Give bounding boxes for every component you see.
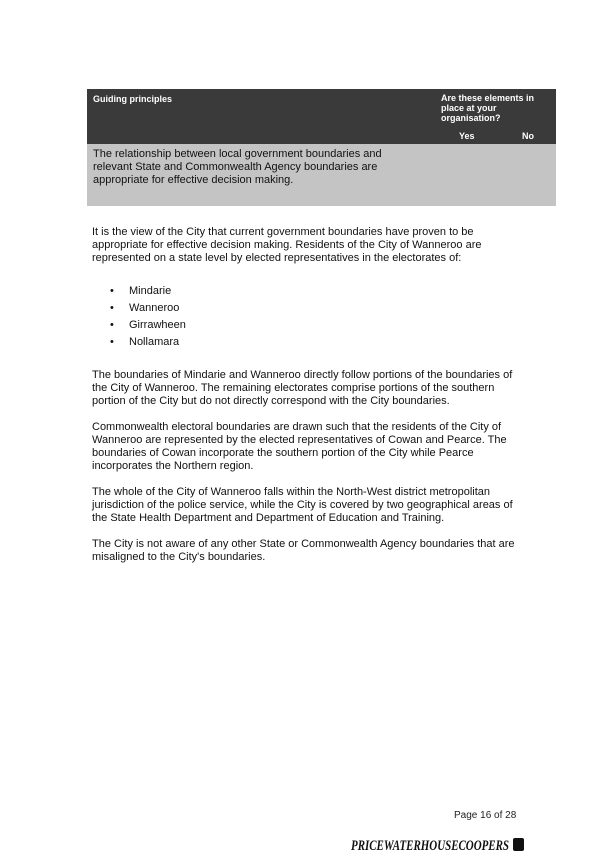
header-in-place-question: Are these elements in place at your organisation?	[441, 93, 535, 123]
list-item	[92, 283, 522, 300]
electorate-name: Girrawheen	[129, 319, 186, 331]
electorate-name: Wanneroo	[129, 302, 180, 314]
bullet-icon: •	[110, 319, 114, 331]
bullet-icon: •	[110, 285, 114, 297]
header-no: No	[522, 131, 534, 141]
paragraph-state-boundaries: The boundaries of Mindarie and Wanneroo directly follow portions of the boundaries of the City of Wanneroo. The remaining electorates comprise portions of the southern portion of the City but do not directly correspond with the City boundaries.	[92, 369, 513, 407]
electorate-name: Mindarie	[129, 285, 172, 297]
electorates-list	[92, 283, 522, 351]
electorate-name: Nollamara	[129, 336, 180, 348]
list-item	[92, 334, 522, 351]
paragraph-intro: It is the view of the City that current government boundaries have proven to be appropriate for effective decision making. Residents of the City of Wanneroo are represented on a state level by elected representatives in the electorates of:	[92, 226, 482, 264]
pricewaterhousecoopers-logo	[351, 833, 527, 855]
bullet-icon: •	[110, 302, 114, 314]
guiding-principles-table	[87, 89, 556, 206]
paragraph-commonwealth-boundaries: Commonwealth electoral boundaries are drawn such that the residents of the City of Wanneroo are represented by the elected representatives of Cowan and Pearce. The boundaries of Cowan incorporate the southern portion of the City while Pearce incorporates the Northern region.	[92, 421, 507, 472]
paragraph-police-health-education: The whole of the City of Wanneroo falls within the North-West district metropolitan jurisdiction of the police service, while the City is covered by two geographical areas of the State Health Department and Department of Education and Training.	[92, 486, 513, 524]
paragraph-conclusion: The City is not aware of any other State or Commonwealth Agency boundaries that are misaligned to the City's boundaries.	[92, 538, 515, 563]
table-row	[87, 144, 556, 206]
header-yes: Yes	[459, 131, 475, 141]
list-item	[92, 300, 522, 317]
list-item	[92, 317, 522, 334]
table-header	[87, 89, 556, 144]
document-body	[92, 226, 522, 564]
page-number: Page 16 of 28	[454, 810, 517, 821]
bullet-icon: •	[110, 336, 114, 348]
header-guiding-principles: Guiding principles	[93, 94, 173, 104]
principle-text: The relationship between local government boundaries and relevant State and Commonwealth Agency boundaries are appropriate for effective decision making.	[93, 148, 382, 186]
svg-text:PRICEWATERHOUSECOOPERS: PRICEWATERHOUSECOOPERS	[351, 838, 509, 854]
